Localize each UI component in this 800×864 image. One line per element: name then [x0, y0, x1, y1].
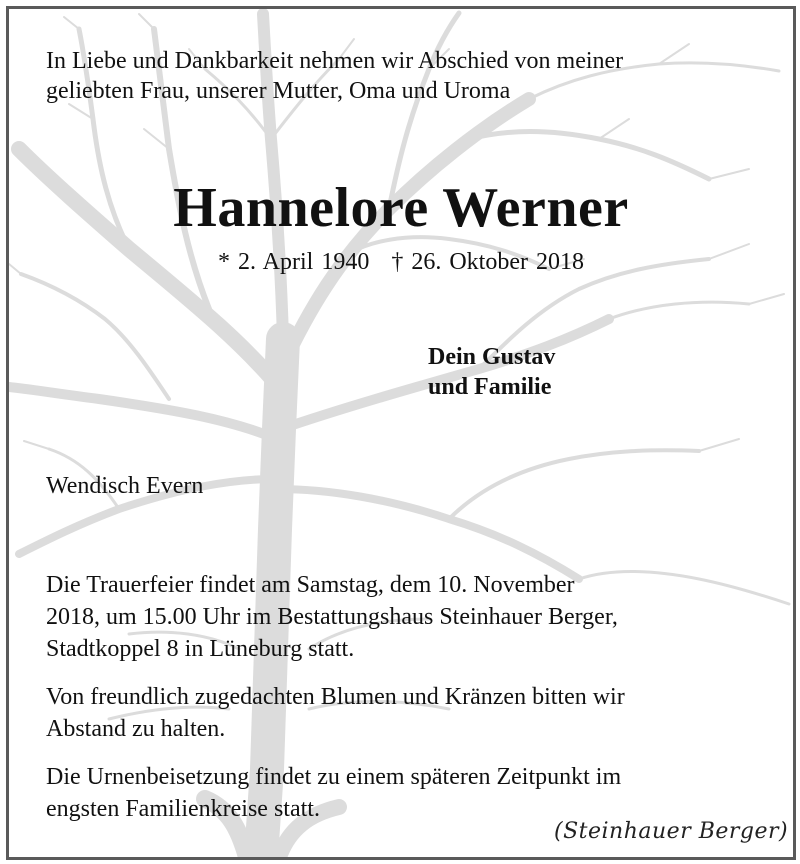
- flowers-request: [46, 681, 625, 745]
- urn-burial-info: [46, 761, 621, 825]
- funeral-home-logo: (Steinhauer Berger): [554, 819, 789, 844]
- flowers-line: Abstand zu halten.: [46, 716, 226, 742]
- signature-line: und Familie: [428, 374, 552, 400]
- intro-text: [46, 46, 623, 106]
- death-date: † 26. Oktober 2018: [391, 249, 584, 275]
- signature: [428, 342, 555, 402]
- urn-line: Die Urnenbeisetzung findet zu einem späteren Zeitpunkt im: [46, 764, 622, 790]
- signature-line: Dein Gustav: [428, 344, 556, 370]
- birth-date: * 2. April 1940: [218, 249, 370, 275]
- life-dates: [9, 247, 793, 277]
- deceased-name: Hannelore Werner: [173, 177, 629, 239]
- obituary-notice: [6, 6, 796, 860]
- place-name: Wendisch Evern: [46, 473, 204, 499]
- intro-line: geliebten Frau, unserer Mutter, Oma und Uroma: [46, 78, 511, 104]
- funeral-line: Stadtkoppel 8 in Lüneburg statt.: [46, 636, 355, 662]
- funeral-line: 2018, um 15.00 Uhr im Bestattungshaus Steinhauer Berger,: [46, 604, 618, 630]
- funeral-info: [46, 569, 618, 665]
- intro-line: In Liebe und Dankbarkeit nehmen wir Abschied von meiner: [46, 48, 624, 74]
- flowers-line: Von freundlich zugedachten Blumen und Kränzen bitten wir: [46, 684, 625, 710]
- funeral-line: Die Trauerfeier findet am Samstag, dem 10. November: [46, 572, 575, 598]
- urn-line: engsten Familienkreise statt.: [46, 796, 320, 822]
